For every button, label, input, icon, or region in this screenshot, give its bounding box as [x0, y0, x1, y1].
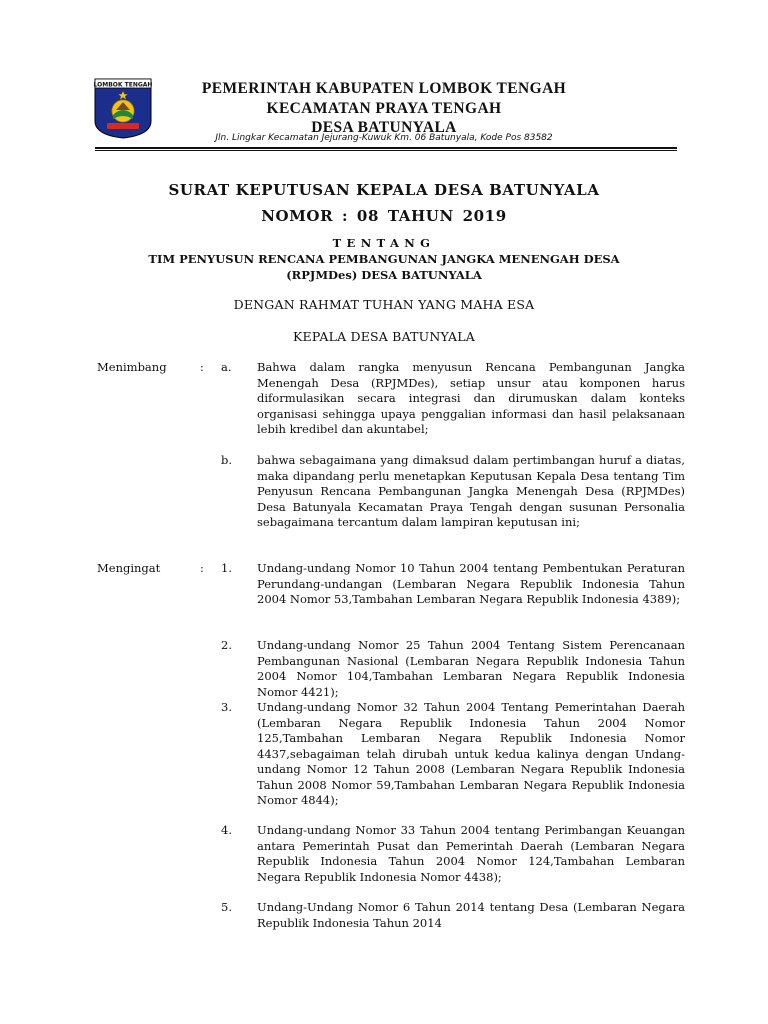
mengingat-item-3-text: Undang-undang Nomor 32 Tahun 2004 Tentang Pemerintahan Daerah (Lembaran Negara Republik Indonesia Tahun 2004 Nomor 125,Tambahan Lembaran Negara Republik Indonesia Nomor 4437,sebagaiman telah dirubah untuk kedua kalinya dengan Undang-undang Nomor 12 Tahun 2008 (Lembaran Negara Republik Indonesia Tahun 2008 Nomor 59,Tambahan Lembaran Negara Republik Indonesia Nomor 4844);: [257, 700, 685, 807]
letterhead: [160, 79, 608, 138]
logo-caption: LOMBOK TENGAH: [93, 81, 153, 89]
decree-subject: [60, 251, 708, 283]
mengingat-label: Mengingat: [97, 561, 161, 575]
mengingat-item-3-marker: 3.: [221, 700, 232, 714]
mengingat-item-2-marker: 2.: [221, 638, 232, 652]
mengingat-item-4-marker: 4.: [221, 823, 232, 837]
mengingat-item-1-marker: 1.: [221, 561, 232, 575]
letterhead-divider-thin: [95, 150, 677, 151]
menimbang-item-b-marker: b.: [221, 453, 233, 467]
decree-title: SURAT KEPUTUSAN KEPALA DESA BATUNYALA: [168, 181, 600, 199]
mengingat-item-2-text: Undang-undang Nomor 25 Tahun 2004 Tentang Sistem Perencanaan Pembangunan Nasional (Lembaran Negara Republik Indonesia Tahun 2004 Nomor 104,Tambahan Lembaran Negara Republik Indonesia Nomor 4421);: [257, 638, 685, 699]
mengingat-item-5-text: Undang-Undang Nomor 6 Tahun 2014 tentang Desa (Lembaran Negara Republik Indonesia Tahun 2014: [257, 900, 685, 930]
decree-subject-line1: TIM PENYUSUN RENCANA PEMBANGUNAN JANGKA MENENGAH DESA: [148, 252, 620, 266]
letterhead-village: DESA BATUNYALA: [311, 119, 457, 136]
menimbang-label: Menimbang: [97, 360, 167, 374]
preamble-dengan-rahmat: DENGAN RAHMAT TUHAN YANG MAHA ESA: [233, 297, 535, 312]
menimbang-item-a-text: Bahwa dalam rangka menyusun Rencana Pembangunan Jangka Menengah Desa (RPJMDes), setiap unsur atau komponen harus diformulasikan secara integrasi dan dirumuskan dalam konteks organisasi sehingga upaya penggalian informasi dan hasil pelaksanaan lebih kredibel dan akuntabel;: [257, 360, 685, 436]
menimbang-item-a-marker: a.: [221, 360, 232, 374]
mengingat-colon: :: [200, 561, 204, 575]
menimbang-colon: :: [200, 360, 204, 374]
kabupaten-emblem-logo: [93, 77, 153, 139]
tentang-heading: TENTANG: [332, 236, 436, 250]
mengingat-item-5-marker: 5.: [221, 900, 232, 914]
letterhead-district: KECAMATAN PRAYA TENGAH: [266, 99, 502, 117]
menimbang-item-b-text: bahwa sebagaimana yang dimaksud dalam pertimbangan huruf a diatas, maka dipandang perlu menetapkan Keputusan Kepala Desa tentang Tim Penyusun Rencana Pembangunan Jangka Menengah Desa (RPJMDes) Desa Batunyala Kecamatan Praya Tengah dengan susunan Personalia sebagaimana tercantum dalam lampiran keputusan ini;: [257, 453, 685, 529]
decree-subject-line2: (RPJMDes) DESA BATUNYALA: [286, 268, 482, 282]
letterhead-address: Jln. Lingkar Kecamatan Jejurang-Kuwuk Km. 06 Batunyala, Kode Pos 83582: [215, 133, 553, 143]
preamble-kepala-desa: KEPALA DESA BATUNYALA: [293, 329, 475, 344]
letterhead-government: PEMERINTAH KABUPATEN LOMBOK TENGAH: [201, 80, 567, 97]
decree-number: NOMOR : 08 TAHUN 2019: [261, 207, 507, 225]
mengingat-item-1-text: Undang-undang Nomor 10 Tahun 2004 tentang Pembentukan Peraturan Perundang-undangan (Lembaran Negara Republik Indonesia Tahun 2004 Nomor 53,Tambahan Lembaran Negara Republik Indonesia 4389);: [257, 561, 685, 606]
letterhead-divider: [95, 147, 677, 149]
mengingat-item-4-text: Undang-undang Nomor 33 Tahun 2004 tentang Perimbangan Keuangan antara Pemerintah Pusat dan Pemerintah Daerah (Lembaran Negara Republik Indonesia Tahun 2004 Nomor 124,Tambahan Lembaran Negara Republik Indonesia Nomor 4438);: [257, 823, 685, 884]
